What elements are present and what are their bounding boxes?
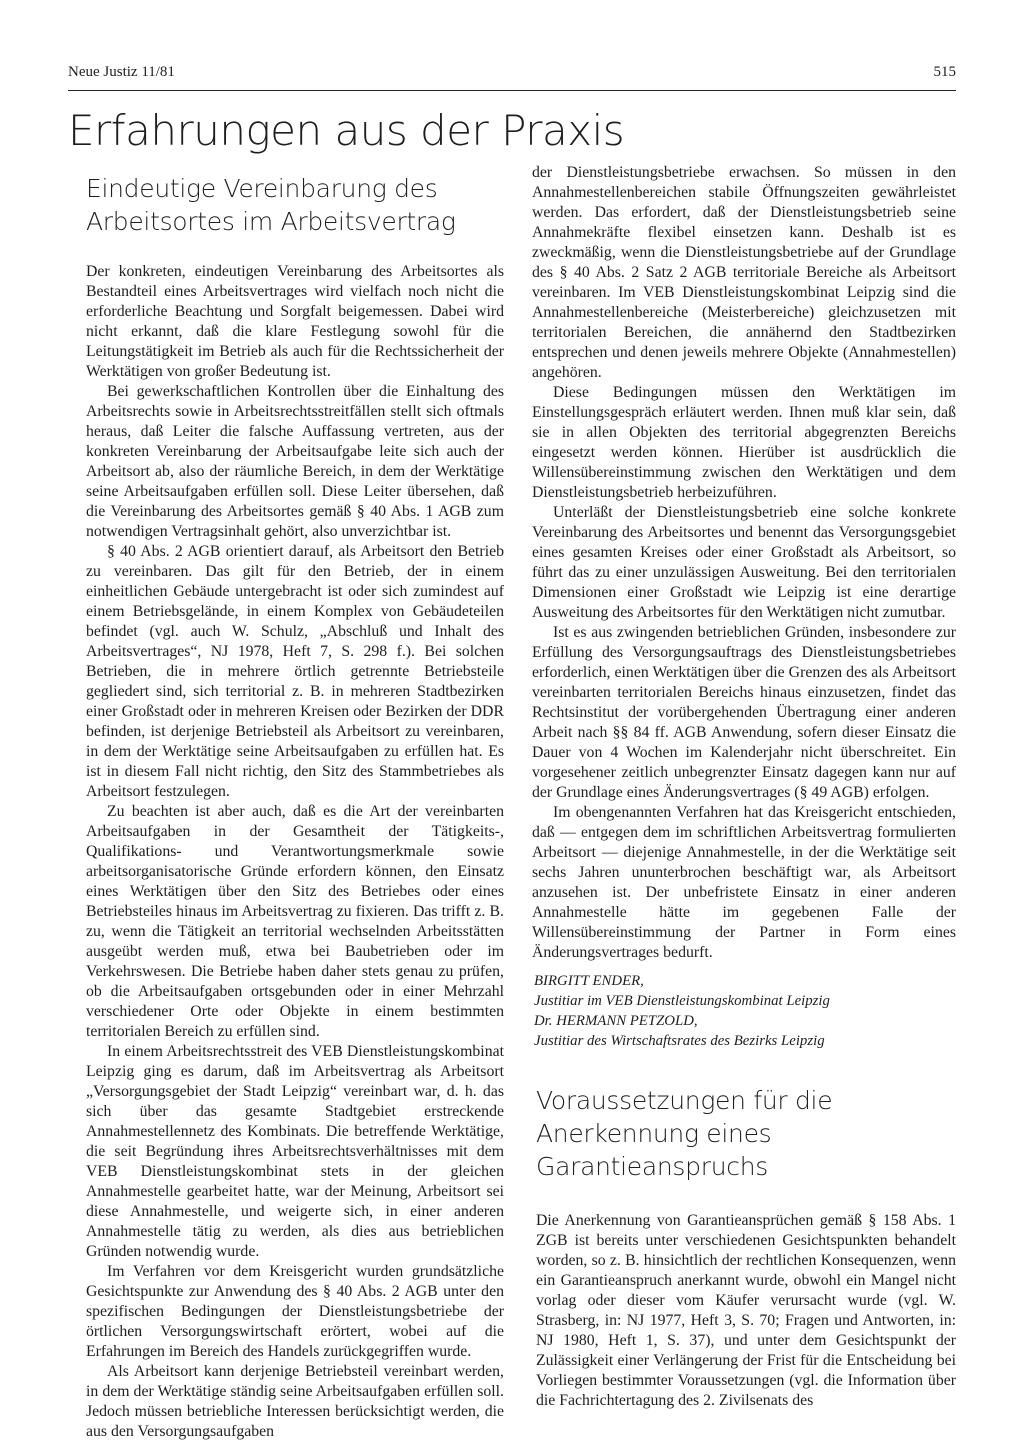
page-header: [68, 58, 956, 84]
article1-title: Eindeutige Vereinbarung des Arbeitsortes im Arbeitsvertrag: [86, 174, 456, 236]
column-left: [86, 172, 504, 1442]
journal-issue: Neue Justiz 11/81: [68, 64, 175, 80]
author-affiliation: Justitiar des Wirtschaftsrates des Bezirks Leipzig: [534, 1033, 825, 1049]
article1-paragraph: In einem Arbeitsrechtsstreit des VEB Dienstleistungskombinat Leipzig ging es darum, daß im Arbeitsvertrag als Arbeitsort „Versorgungsgebiet der Stadt Leipzig“ vereinbart war, d. h. das sich über das gesamte Stadtgebiet erstreckende Annahmestellennetz des Kombinats. Die betreffende Werktätige, die seit Begründung ihres Arbeitsrechtsverhältnisses mit dem VEB Dienstleistungskombinat stets in der gleichen Annahmestelle gearbeitet hatte, war der Meinung, Arbeitsort sei diese Annahmestelle, und weigerte sich, in einer anderen Annahmestelle tätig zu werden, als dies aus betrieblichen Gründen notwendig wurde.: [86, 1043, 504, 1260]
article1-paragraph: § 40 Abs. 2 AGB orientiert darauf, als Arbeitsort den Betrieb zu vereinbaren. Das gilt für den Betrieb, der in einem einheitlichen Gebäude untergebracht ist oder sich zumindest auf einem Betriebsgelände, in einem Komplex von Gebäudeteilen befindet (vgl. auch W. Schulz, „Abschluß und Inhalt des Arbeitsvertrages“, NJ 1978, Heft 7, S. 298 f.). Bei solchen Betrieben, die in mehrere örtlich getrennte Betriebsteile gegliedert sind, sich territorial z. B. in mehreren Stadtbezirken einer Großstadt oder in mehreren Kreisen oder Bezirken der DDR befinden, ist derjenige Betriebsteil als Arbeitsort zu vereinbaren, in dem der Werktätige seine Arbeitsaufgaben zu erfüllen hat. Es ist in diesem Fall nicht richtig, den Sitz des Stammbetriebes als Arbeitsort festzulegen.: [86, 543, 504, 800]
page-number: 515: [933, 64, 956, 80]
article1-paragraph: Der konkreten, eindeutigen Vereinbarung des Arbeitsortes als Bestandteil eines Arbeitsvertrages wird vielfach noch nicht die erforderliche Beachtung und Sorgfalt beigemessen. Dabei wird nicht erkannt, daß die klare Festlegung sowohl für die Leitungstätigkeit im Betrieb als auch für die Rechtssicherheit der Werktätigen von großer Bedeutung ist.: [86, 263, 504, 380]
article1-paragraph: Als Arbeitsort kann derjenige Betriebsteil vereinbart werden, in dem der Werktätige ständig seine Arbeitsaufgaben erfüllen soll. Jedoch müssen betriebliche Interessen berücksichtigt werden, die aus den Versorgungsaufgaben: [86, 1363, 504, 1440]
article1-paragraph: der Dienstleistungsbetriebe erwachsen. So müssen in den Annahmestellenbereichen stabile Öffnungszeiten gewährleistet werden. Das erfordert, daß der Dienstleistungsbetrieb seine Annahmekräfte flexibel einsetzen kann. Deshalb ist es zweckmäßig, wenn die Dienstleistungsbetriebe auf der Grundlage des § 40 Abs. 2 Satz 2 AGB territoriale Bereiche als Arbeitsort vereinbaren. Im VEB Dienstleistungskombinat Leipzig sind die Annahmestellenbereiche (Meisterbereiche) gleichzusetzen mit territorialen Bereichen, die annähernd den Stadtbezirken entsprechen und denen jeweils mehrere Objekte (Annahmestellen) angehören.: [532, 164, 956, 381]
header-rule: [68, 90, 956, 91]
article1-paragraph: Zu beachten ist aber auch, daß es die Art der vereinbarten Arbeitsaufgaben in der Gesamtheit der Tätigkeits-, Qualifikations- und Verantwortungsmerkmale sowie arbeitsorganisatorische Gründe erfordern können, den Einsatz eines Werktätigen über den Sitz des Betriebes oder eines Betriebsteiles hinaus im Arbeitsvertrag zu fixieren. Das trifft z. B. zu, wenn die Tätigkeit an territorial wechselnden Arbeitsstätten ausgeübt werden muß, etwa bei Baubetrieben oder im Verkehrswesen. Die Betriebe haben daher stets genau zu prüfen, ob die Arbeitsaufgaben ortsgebunden oder in einer Mehrzahl verschiedener Orte oder Objekte in einem bestimmten territorialen Bereich zu erfüllen sind.: [86, 803, 504, 1040]
article1-paragraph: Im obengenannten Verfahren hat das Kreisgericht entschieden, daß — entgegen dem im schriftlichen Arbeitsvertrag formulierten Arbeitsort — diejenige Annahmestelle, in der die Werktätige seit sechs Jahren ununterbrochen beschäftigt war, als Arbeitsort anzusehen ist. Der unbefristete Einsatz in einer anderen Annahmestelle hätte im gegebenen Falle der Willensübereinstimmung der Partner in Form eines Änderungsvertrages bedurft.: [532, 804, 956, 961]
article1-paragraph: Unterläßt der Dienstleistungsbetrieb eine solche konkrete Vereinbarung des Arbeitsortes und benennt das Versorgungsgebiet eines gesamten Kreises oder einer Großstadt als Arbeitsort, so führt das zu einer unzulässigen Ausweitung. Bei den territorialen Dimensionen einer Großstadt wie Leipzig ist eine derartige Ausweitung des Arbeitsortes für den Werktätigen nicht zumutbar.: [532, 504, 956, 621]
article1-authors: [532, 971, 956, 1051]
author-affiliation: Justitiar im VEB Dienstleistungskombinat Leipzig: [534, 993, 830, 1009]
article2-paragraph: Die Anerkennung von Garantieansprüchen gemäß § 158 Abs. 1 ZGB ist bereits unter verschiedenen Gesichtspunkten behandelt worden, so z. B. hinsichtlich der rechtlichen Konsequenzen, wenn ein Garantieanspruch anerkannt wurde, obwohl ein Mangel nicht vorlag oder dieser vom Käufer verursacht wurde (vgl. W. Strasberg, in: NJ 1977, Heft 3, S. 70; Fragen und Antworten, in: NJ 1980, Heft 1, S. 37), und unter dem Gesichtspunkt der Zulässigkeit einer Verlängerung der Frist für die Entscheidung bei Vorliegen bestimmter Voraussetzungen (vgl. die Information über die Fachrichtertagung des 2. Zivilsenats des: [536, 1212, 956, 1409]
article2-title: Voraussetzungen für die Anerkennung eines Garantieanspruchs: [536, 1086, 833, 1181]
article1-paragraph: Diese Bedingungen müssen den Werktätigen im Einstellungsgespräch erläutert werden. Ihnen muß klar sein, daß sie in allen Objekten des territorial abgegrenzten Bereichs eingesetzt werden können. Hierüber ist ausdrücklich die Willensübereinstimmung zwischen den Werktätigen und dem Dienstleistungsbetrieb herbeizuführen.: [532, 384, 956, 501]
column-right: [532, 163, 956, 1051]
article1-paragraph: Bei gewerkschaftlichen Kontrollen über die Einhaltung des Arbeitsrechts sowie in Arbeitsrechtsstreitfällen stellt sich oftmals heraus, daß Leiter die falsche Auffassung vertreten, aus der konkreten Vereinbarung der Arbeitsaufgabe leite sich auch der Arbeitsort ab, also der räumliche Bereich, in dem der Werktätige seine Arbeitsaufgaben erfüllen soll. Diese Leiter übersehen, daß die Vereinbarung des Arbeitsortes gemäß § 40 Abs. 1 AGB zum notwendigen Vertragsinhalt gehört, also unverzichtbar ist.: [86, 383, 504, 540]
article1-paragraph: Ist es aus zwingenden betrieblichen Gründen, insbesondere zur Erfüllung des Versorgungsauftrags des Dienstleistungsbetriebes erforderlich, einen Werktätigen über die Grenzen des als Arbeitsort vereinbarten territorialen Bereichs hinaus einzusetzen, findet das Rechtsinstitut der vorübergehenden Übertragung einer anderen Arbeit nach §§ 84 ff. AGB Anwendung, sofern dieser Einsatz die Dauer von 4 Wochen im Kalenderjahr nicht überschreitet. Ein vorgesehener zeitlich unbegrenzter Einsatz dagegen kann nur auf der Grundlage eines Änderungsvertrages (§ 49 AGB) erfolgen.: [532, 624, 956, 801]
author-name: BIRGITT ENDER,: [534, 973, 644, 989]
article1-paragraph: Im Verfahren vor dem Kreisgericht wurden grundsätzliche Gesichtspunkte zur Anwendung des § 40 Abs. 2 AGB unter den spezifischen Bedingungen der Dienstleistungsbetriebe der örtlichen Versorgungswirtschaft erörtert, wobei auf die Erfahrungen im Bereich des Handels zurückgegriffen wurde.: [86, 1263, 504, 1360]
author-name: Dr. HERMANN PETZOLD,: [534, 1013, 698, 1029]
section-title: Erfahrungen aus der Praxis: [68, 106, 625, 155]
article2: [536, 1084, 956, 1411]
